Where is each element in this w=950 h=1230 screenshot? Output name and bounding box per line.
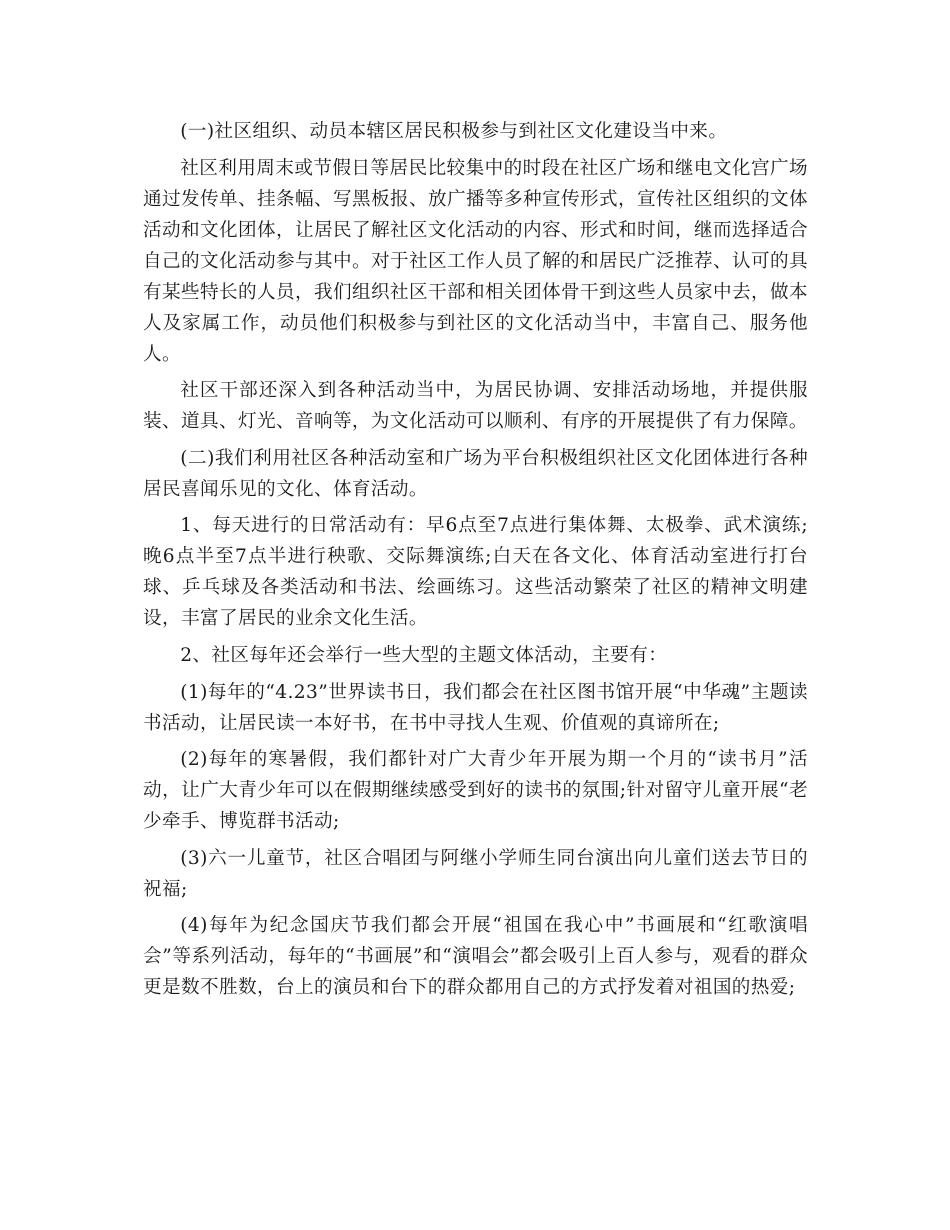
document-body (143, 116, 808, 1009)
list-item-childrens-day: (3)六一儿童节，社区合唱团与阿继小学师生同台演出向儿童们送去节日的祝福; (143, 847, 808, 900)
list-item-national-day: (4)每年为纪念国庆节我们都会开展“祖国在我心中”书画展和“红歌演唱会”等系列活动，每年的“书画展”和“演唱会”都会吸引上百人参与，观看的群众更是数不胜数，台上的演员和台下的群众都用自己的方式抒发着对祖国的热爱; (143, 915, 808, 999)
paragraph-daily-activities: 1、每天进行的日常活动有：早6点至7点进行集体舞、太极拳、武术演练;晚6点半至7点半进行秧歌、交际舞演练;白天在各文化、体育活动室进行打台球、乒乓球及各类活动和书法、绘画练习。这些活动繁荣了社区的精神文明建设，丰富了居民的业余文化生活。 (143, 515, 808, 630)
heading-community-organization: (一)社区组织、动员本辖区居民积极参与到社区文化建设当中来。 (180, 121, 728, 142)
paragraph-cadre-support: 社区干部还深入到各种活动当中，为居民协调、安排活动场地，并提供服装、道具、灯光、音响等，为文化活动可以顺利、有序的开展提供了有力保障。 (143, 380, 808, 433)
paragraph-annual-events-intro: 2、社区每年还会举行一些大型的主题文体活动，主要有： (180, 644, 668, 666)
list-item-reading-month: (2)每年的寒暑假，我们都针对广大青少年开展为期一个月的“读书月”活动，让广大青少年可以在假期继续感受到好的读书的氛围;针对留守儿童开展“老少牵手、博览群书活动; (143, 749, 808, 833)
heading-activity-rooms: (二)我们利用社区各种活动室和广场为平台积极组织社区文化团体进行各种居民喜闻乐见的文化、体育活动。 (143, 447, 808, 500)
list-item-reading-day: (1)每年的“4.23”世界读书日，我们都会在社区图书馆开展“中华魂”主题读书活动，让居民读一本好书，在书中寻找人生观、价值观的真谛所在; (143, 681, 808, 734)
paragraph-publicity: 社区利用周末或节假日等居民比较集中的时段在社区广场和继电文化宫广场通过发传单、挂条幅、写黑板报、放广播等多种宣传形式，宣传社区组织的文体活动和文化团体，让居民了解社区文化活动的内容、形式和时间，继而选择适合自己的文化活动参与其中。对于社区工作人员了解的和居民广泛推荐、认可的具有某些特长的人员，我们组织社区干部和相关团体骨干到这些人员家中去，做本人及家属工作，动员他们积极参与到社区的文化活动当中，丰富自己、服务他人。 (143, 157, 808, 365)
